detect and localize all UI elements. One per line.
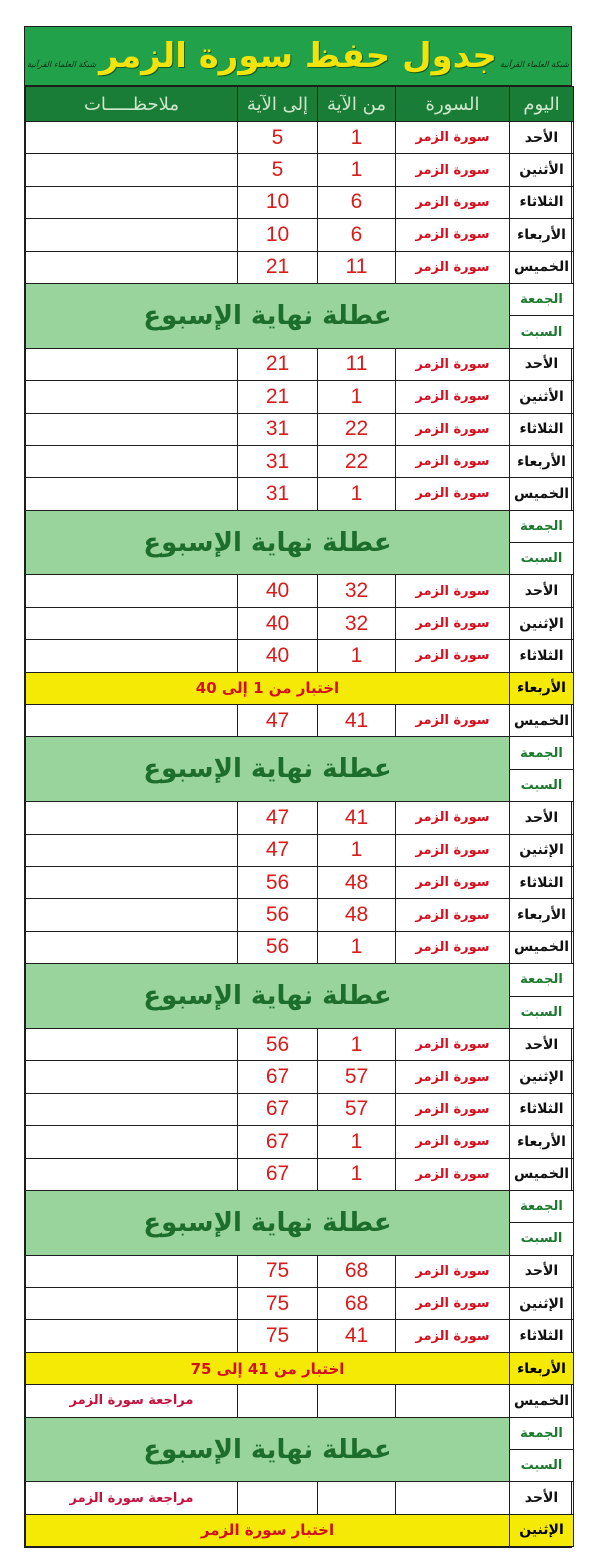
table-row [26,122,574,154]
sura-cell: سورة الزمر [396,186,510,218]
table-row [26,1158,574,1190]
sura-cell: سورة الزمر [396,348,510,380]
day-cell: الأحد [510,122,574,154]
notes-cell [26,445,238,477]
from-verse-cell: 22 [318,445,396,477]
day-cell-saturday: السبت [510,1223,574,1255]
day-cell-saturday: السبت [510,543,574,575]
table-row [26,413,574,445]
notes-cell [26,1158,238,1190]
brand-logo-right: شبكة العلماء القرآنية [499,60,569,69]
notes-cell: مراجعة سورة الزمر [26,1482,238,1514]
to-verse-cell: 40 [238,640,318,672]
table-row [26,219,574,251]
schedule-body [26,122,574,1547]
from-verse-cell: 1 [318,1028,396,1060]
sura-cell: سورة الزمر [396,607,510,639]
exam-row [26,1514,574,1546]
table-row [26,705,574,737]
table-row [26,478,574,510]
notes-cell [26,1126,238,1158]
sura-cell: سورة الزمر [396,1061,510,1093]
to-verse-cell: 67 [238,1093,318,1125]
day-cell: الإثنين [510,1514,574,1546]
day-cell: الأحد [510,348,574,380]
day-cell: الثلاثاء [510,866,574,898]
day-cell: الأحد [510,1482,574,1514]
to-verse-cell: 21 [238,348,318,380]
sura-cell: سورة الزمر [396,445,510,477]
weekend-holiday-label: عطلة نهاية الإسبوع [26,1417,510,1482]
weekend-row [26,964,574,996]
table-row [26,251,574,283]
day-cell-friday: الجمعة [510,964,574,996]
weekend-holiday-label: عطلة نهاية الإسبوع [26,510,510,575]
brand-logo-left: شبكة العلماء القرآنية [27,60,97,69]
to-verse-cell: 75 [238,1255,318,1287]
sura-cell: سورة الزمر [396,640,510,672]
notes-cell [26,122,238,154]
to-verse-cell: 10 [238,219,318,251]
sura-cell: سورة الزمر [396,381,510,413]
from-verse-cell: 32 [318,575,396,607]
day-cell: الأحد [510,575,574,607]
from-verse-cell: 22 [318,413,396,445]
notes-cell [26,1093,238,1125]
to-verse-cell: 47 [238,802,318,834]
sura-cell: سورة الزمر [396,705,510,737]
day-cell: الأحد [510,1255,574,1287]
day-cell: الخميس [510,705,574,737]
table-row [26,1028,574,1060]
to-verse-cell: 47 [238,834,318,866]
header-from-verse: من الآية [318,87,396,122]
from-verse-cell: 41 [318,1320,396,1352]
to-verse-cell: 56 [238,1028,318,1060]
table-row [26,640,574,672]
sura-cell: سورة الزمر [396,1093,510,1125]
notes-cell [26,866,238,898]
weekend-holiday-label: عطلة نهاية الإسبوع [26,737,510,802]
day-cell: الأربعاء [510,219,574,251]
from-verse-cell: 1 [318,381,396,413]
from-verse-cell: 41 [318,705,396,737]
to-verse-cell: 75 [238,1320,318,1352]
table-row [26,1126,574,1158]
table-row [26,1320,574,1352]
sura-cell: سورة الزمر [396,122,510,154]
day-cell-friday: الجمعة [510,1190,574,1222]
from-verse-cell: 6 [318,186,396,218]
day-cell: الثلاثاء [510,186,574,218]
from-verse-cell: 32 [318,607,396,639]
notes-cell [26,186,238,218]
day-cell: الأثنين [510,154,574,186]
weekend-row [26,510,574,542]
sura-cell: سورة الزمر [396,1126,510,1158]
to-verse-cell: 21 [238,381,318,413]
table-row [26,445,574,477]
day-cell-friday: الجمعة [510,1417,574,1449]
day-cell: الأحد [510,1028,574,1060]
header-to-verse: إلى الآية [238,87,318,122]
table-row [26,348,574,380]
notes-cell [26,154,238,186]
sura-cell: سورة الزمر [396,413,510,445]
to-verse-cell: 56 [238,899,318,931]
to-verse-cell: 47 [238,705,318,737]
to-verse-cell: 31 [238,478,318,510]
day-cell: الخميس [510,478,574,510]
day-cell: الخميس [510,1158,574,1190]
day-cell: الخميس [510,1385,574,1417]
day-cell: الأربعاء [510,899,574,931]
from-verse-cell: 1 [318,154,396,186]
day-cell: الثلاثاء [510,1093,574,1125]
table-row [26,834,574,866]
day-cell: الأحد [510,802,574,834]
from-verse-cell: 1 [318,931,396,963]
from-verse-cell: 57 [318,1093,396,1125]
table-row [26,1288,574,1320]
notes-cell [26,1255,238,1287]
from-verse-cell: 1 [318,122,396,154]
sura-cell: سورة الزمر [396,899,510,931]
header-day: اليوم [510,87,574,122]
day-cell: الخميس [510,931,574,963]
notes-cell [26,413,238,445]
notes-cell [26,640,238,672]
day-cell: الإثنين [510,1061,574,1093]
table-row [26,1061,574,1093]
from-verse-cell: 6 [318,219,396,251]
table-row [26,899,574,931]
notes-cell: مراجعة سورة الزمر [26,1385,238,1417]
from-verse-cell: 1 [318,478,396,510]
day-cell: الأربعاء [510,1126,574,1158]
weekend-row [26,1190,574,1222]
from-verse-cell: 11 [318,348,396,380]
weekend-row [26,283,574,315]
table-row [26,866,574,898]
notes-cell [26,575,238,607]
to-verse-cell: 5 [238,154,318,186]
sura-cell: سورة الزمر [396,866,510,898]
notes-cell [26,931,238,963]
to-verse-cell: 75 [238,1288,318,1320]
to-verse-cell: 67 [238,1061,318,1093]
to-verse-cell [238,1482,318,1514]
table-row [26,381,574,413]
day-cell: الثلاثاء [510,413,574,445]
day-cell: الأربعاء [510,1352,574,1384]
day-cell: الأثنين [510,381,574,413]
title-bar [25,27,571,86]
table-row [26,607,574,639]
sura-cell: سورة الزمر [396,219,510,251]
table-row [26,1385,574,1417]
to-verse-cell: 5 [238,122,318,154]
weekend-row [26,1417,574,1449]
sura-cell: سورة الزمر [396,154,510,186]
from-verse-cell: 11 [318,251,396,283]
sura-cell [396,1482,510,1514]
from-verse-cell: 1 [318,834,396,866]
to-verse-cell: 31 [238,445,318,477]
day-cell: الثلاثاء [510,1320,574,1352]
table-row [26,1482,574,1514]
sura-cell: سورة الزمر [396,1288,510,1320]
day-cell: الثلاثاء [510,640,574,672]
notes-cell [26,834,238,866]
to-verse-cell: 56 [238,931,318,963]
exam-row [26,1352,574,1384]
from-verse-cell [318,1385,396,1417]
exam-label: اختبار من 1 إلى 40 [26,672,510,704]
schedule-sheet [24,26,572,1548]
from-verse-cell: 41 [318,802,396,834]
day-cell-saturday: السبت [510,769,574,801]
notes-cell [26,1320,238,1352]
to-verse-cell: 31 [238,413,318,445]
day-cell: الأربعاء [510,445,574,477]
notes-cell [26,899,238,931]
notes-cell [26,348,238,380]
sura-cell: سورة الزمر [396,575,510,607]
day-cell: الإثنين [510,1288,574,1320]
from-verse-cell: 1 [318,1158,396,1190]
day-cell-friday: الجمعة [510,737,574,769]
sura-cell [396,1385,510,1417]
notes-cell [26,1028,238,1060]
to-verse-cell [238,1385,318,1417]
day-cell: الإثنين [510,607,574,639]
to-verse-cell: 56 [238,866,318,898]
exam-row [26,672,574,704]
header-row [26,87,574,122]
day-cell-saturday: السبت [510,1450,574,1482]
sura-cell: سورة الزمر [396,834,510,866]
header-notes: ملاحظـــــات [26,87,238,122]
weekend-holiday-label: عطلة نهاية الإسبوع [26,1190,510,1255]
exam-label: اختبار من 41 إلى 75 [26,1352,510,1384]
to-verse-cell: 67 [238,1158,318,1190]
notes-cell [26,705,238,737]
day-cell: الأربعاء [510,672,574,704]
table-row [26,1255,574,1287]
to-verse-cell: 10 [238,186,318,218]
to-verse-cell: 40 [238,607,318,639]
notes-cell [26,802,238,834]
from-verse-cell: 48 [318,866,396,898]
from-verse-cell: 68 [318,1288,396,1320]
from-verse-cell [318,1482,396,1514]
notes-cell [26,607,238,639]
sura-cell: سورة الزمر [396,931,510,963]
sura-cell: سورة الزمر [396,1320,510,1352]
notes-cell [26,1061,238,1093]
table-row [26,931,574,963]
weekend-holiday-label: عطلة نهاية الإسبوع [26,283,510,348]
day-cell-friday: الجمعة [510,283,574,315]
table-row [26,154,574,186]
table-row [26,186,574,218]
from-verse-cell: 1 [318,640,396,672]
from-verse-cell: 68 [318,1255,396,1287]
sura-cell: سورة الزمر [396,1158,510,1190]
table-row [26,1093,574,1125]
day-cell: الإثنين [510,834,574,866]
exam-label: اختبار سورة الزمر [26,1514,510,1546]
table-row [26,575,574,607]
day-cell-friday: الجمعة [510,510,574,542]
notes-cell [26,478,238,510]
weekend-holiday-label: عطلة نهاية الإسبوع [26,964,510,1029]
table-row [26,802,574,834]
sura-cell: سورة الزمر [396,251,510,283]
from-verse-cell: 48 [318,899,396,931]
to-verse-cell: 40 [238,575,318,607]
notes-cell [26,1288,238,1320]
sura-cell: سورة الزمر [396,1028,510,1060]
from-verse-cell: 57 [318,1061,396,1093]
page-title: جدول حفظ سورة الزمر [99,36,497,76]
day-cell: الخميس [510,251,574,283]
sura-cell: سورة الزمر [396,1255,510,1287]
notes-cell [26,219,238,251]
to-verse-cell: 67 [238,1126,318,1158]
header-sura: السورة [396,87,510,122]
schedule-table [25,86,574,1547]
sura-cell: سورة الزمر [396,802,510,834]
notes-cell [26,251,238,283]
from-verse-cell: 1 [318,1126,396,1158]
weekend-row [26,737,574,769]
day-cell-saturday: السبت [510,996,574,1028]
day-cell-saturday: السبت [510,316,574,348]
sura-cell: سورة الزمر [396,478,510,510]
to-verse-cell: 21 [238,251,318,283]
notes-cell [26,381,238,413]
